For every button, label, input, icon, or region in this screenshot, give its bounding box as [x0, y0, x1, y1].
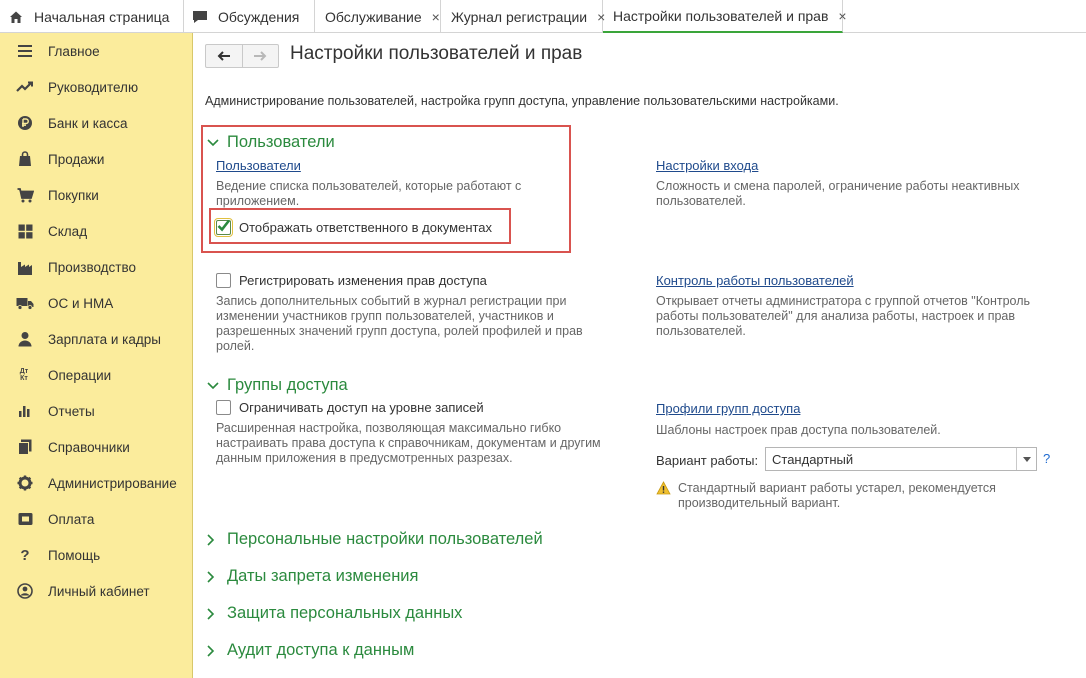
sidebar-item-fixed-assets[interactable] — [0, 285, 193, 321]
sidebar-item-payroll[interactable] — [0, 321, 193, 357]
sidebar-item-label: Склад — [48, 223, 88, 239]
users-note: Ведение списка пользователей, которые работают с приложением. — [216, 179, 522, 208]
section-change-restriction-dates-header[interactable] — [207, 567, 418, 586]
chat-icon — [192, 9, 208, 25]
tab-label: Обслуживание — [325, 8, 422, 25]
arrow-left-icon — [217, 51, 231, 61]
nav-buttons — [205, 44, 279, 68]
sidebar-item-payment[interactable] — [0, 501, 193, 537]
sidebar-item-label: Главное — [48, 43, 100, 59]
page-title: Настройки пользователей и прав — [290, 43, 583, 64]
account-icon — [16, 582, 34, 600]
sidebar-item-label: Зарплата и кадры — [48, 331, 161, 347]
sidebar-item-label: Оплата — [48, 511, 95, 527]
sidebar-item-label: Покупки — [48, 187, 99, 203]
sidebar-item-label: Банк и касса — [48, 115, 128, 131]
arrow-right-icon — [253, 51, 267, 61]
tab-bar — [0, 0, 1086, 33]
chevron-right-icon — [207, 571, 221, 583]
show-responsible-label: Отображать ответственного в документах — [239, 220, 493, 235]
tab-label: Начальная страница — [34, 8, 170, 25]
chevron-right-icon — [207, 608, 221, 620]
page-description: Администрирование пользователей, настройка групп доступа, управление пользовательскими настройками. — [205, 94, 839, 108]
log-changes-label: Регистрировать изменения прав доступа — [239, 273, 487, 288]
grid-icon — [16, 222, 34, 240]
monitoring-link[interactable]: Контроль работы пользователей — [656, 273, 854, 288]
section-title: Пользователи — [227, 133, 335, 151]
restrict-note: Расширенная настройка, позволяющая максимально гибко настраивать права доступа к справочникам, документам и другим данным приложения в предусмотренных разрезах. — [216, 421, 601, 465]
sidebar-item-label: Личный кабинет — [48, 583, 150, 599]
back-button[interactable] — [206, 45, 242, 67]
chevron-down-icon — [207, 139, 221, 147]
checkmark-icon — [216, 218, 231, 233]
close-icon[interactable]: × — [597, 8, 606, 25]
section-users-header[interactable] — [207, 133, 335, 152]
sidebar-item-purchases[interactable] — [0, 177, 193, 213]
forward-button[interactable] — [242, 45, 278, 67]
question-icon: ? — [20, 546, 30, 564]
home-icon — [8, 9, 24, 25]
restrict-label: Ограничивать доступ на уровне записей — [239, 400, 484, 415]
cart-icon — [16, 186, 34, 204]
mode-select-value: Стандартный — [772, 451, 854, 467]
sidebar-item-warehouse[interactable] — [0, 213, 193, 249]
sidebar-item-label: Справочники — [48, 439, 130, 455]
users-link[interactable]: Пользователи — [216, 158, 301, 173]
profiles-link[interactable]: Профили групп доступа — [656, 401, 801, 416]
sidebar-item-bank[interactable] — [0, 105, 193, 141]
section-data-access-audit-header[interactable] — [207, 641, 414, 660]
gear-icon — [16, 474, 34, 492]
section-title: Персональные настройки пользователей — [227, 530, 543, 548]
log-changes-note: Запись дополнительных событий в журнал регистрации при изменении участников групп пользователей, участников и разрешенных значений групп доступа, ролей профилей и прав ролей. — [216, 294, 583, 353]
wallet-icon — [16, 510, 34, 528]
tab-home[interactable] — [0, 0, 184, 33]
sidebar-item-label: Продажи — [48, 151, 105, 167]
show-responsible-row[interactable] — [216, 220, 492, 235]
sidebar-item-administration[interactable] — [0, 465, 193, 501]
tab-maintenance[interactable] — [315, 0, 441, 33]
section-access-groups-header[interactable] — [207, 376, 348, 395]
sidebar-item-reports[interactable] — [0, 393, 193, 429]
section-title: Защита персональных данных — [227, 604, 463, 622]
factory-icon — [16, 258, 34, 276]
sidebar-item-sales[interactable] — [0, 141, 193, 177]
mode-warning — [656, 481, 1058, 511]
chevron-right-icon — [207, 534, 221, 546]
section-title: Группы доступа — [227, 376, 348, 394]
bar-chart-icon — [16, 402, 34, 420]
warning-text: Стандартный вариант работы устарел, рекомендуется производительный вариант. — [678, 481, 996, 510]
log-changes-checkbox[interactable] — [216, 273, 231, 288]
close-icon[interactable]: × — [431, 8, 440, 25]
restrict-checkbox[interactable] — [216, 400, 231, 415]
chevron-down-icon — [207, 382, 221, 390]
dt-kt-icon: Дт Кт — [19, 368, 29, 382]
sidebar-item-label: Отчеты — [48, 403, 95, 419]
chevron-down-icon — [1023, 457, 1031, 462]
section-personal-settings-header[interactable] — [207, 530, 543, 549]
login-settings-note: Сложность и смена паролей, ограничение работы неактивных пользователей. — [656, 179, 1020, 208]
sidebar-item-main[interactable] — [0, 33, 193, 69]
close-icon[interactable]: × — [838, 7, 847, 24]
sidebar-item-production[interactable] — [0, 249, 193, 285]
section-title: Аудит доступа к данным — [227, 641, 415, 659]
sidebar-item-label: Помощь — [48, 547, 101, 563]
tab-discussions[interactable] — [184, 0, 315, 33]
sidebar-item-label: ОС и НМА — [48, 295, 114, 311]
help-icon[interactable]: ? — [1043, 451, 1051, 466]
tab-label: Обсуждения — [218, 8, 300, 25]
sidebar-item-manager[interactable] — [0, 69, 193, 105]
tab-label: Журнал регистрации — [451, 8, 588, 25]
truck-icon — [16, 294, 34, 312]
sidebar-item-label: Производство — [48, 259, 137, 275]
section-title: Даты запрета изменения — [227, 567, 419, 585]
mode-label: Вариант работы: — [656, 453, 759, 468]
sidebar-item-label: Руководителю — [48, 79, 139, 95]
tab-user-settings[interactable] — [603, 0, 847, 33]
warning-icon — [656, 481, 672, 511]
sidebar — [0, 33, 193, 678]
person-icon — [16, 330, 34, 348]
monitoring-note: Открывает отчеты администратора с группой отчетов "Контроль работы пользователей" для анализа работы, настроек и прав пользователей. — [656, 294, 1031, 338]
bag-icon — [16, 150, 34, 168]
sidebar-item-label: Операции — [48, 367, 112, 383]
book-icon — [16, 438, 34, 456]
log-changes-row[interactable] — [216, 273, 487, 288]
menu-icon — [16, 42, 34, 60]
restrict-row[interactable] — [216, 400, 484, 415]
tab-event-log[interactable] — [441, 0, 606, 33]
login-settings-link[interactable]: Настройки входа — [656, 158, 759, 173]
trend-icon — [16, 78, 34, 96]
sidebar-item-help[interactable] — [0, 537, 193, 573]
chevron-right-icon — [207, 645, 221, 657]
dropdown-button[interactable] — [1016, 448, 1036, 470]
ruble-icon — [16, 114, 34, 132]
sidebar-item-account[interactable] — [0, 573, 193, 609]
show-responsible-checkbox[interactable] — [216, 220, 231, 235]
mode-select[interactable] — [765, 447, 1037, 471]
main-content — [193, 33, 1086, 678]
section-personal-data-protection-header[interactable] — [207, 604, 462, 623]
sidebar-item-catalogs[interactable] — [0, 429, 193, 465]
profiles-note: Шаблоны настроек прав доступа пользователей. — [656, 423, 941, 437]
sidebar-item-label: Администрирование — [48, 475, 177, 491]
sidebar-item-operations[interactable] — [0, 357, 193, 393]
tab-label: Настройки пользователей и прав — [613, 7, 829, 24]
